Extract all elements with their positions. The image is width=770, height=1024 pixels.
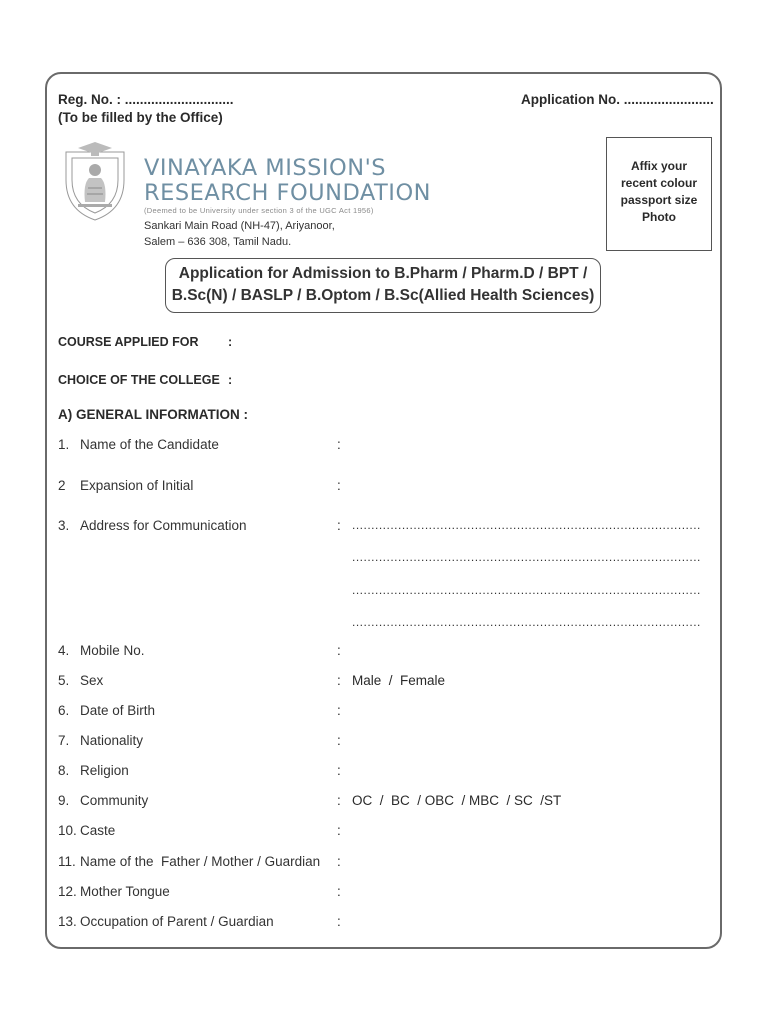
section-general-info: A) GENERAL INFORMATION : (58, 407, 248, 422)
address-line2: Salem – 636 308, Tamil Nadu. (144, 236, 292, 248)
field-name: 1. Name of the Candidate (58, 437, 219, 452)
institution-name-line1: VINAYAKA MISSION'S (144, 155, 387, 181)
institution-name-line2: RESEARCH FOUNDATION (144, 180, 431, 206)
address-line-1[interactable]: ........................................................................................... (352, 518, 701, 532)
field-community-colon: : (337, 793, 341, 808)
application-no-label: Application No. ........................ (521, 92, 714, 107)
field-sex-options[interactable]: Male / Female (352, 673, 446, 688)
photo-box (606, 137, 712, 251)
photo-box-line4: Photo (642, 210, 676, 224)
title-line1: Application for Admission to B.Pharm / Pharm.D / BPT / (178, 265, 588, 282)
field-address-colon: : (337, 518, 341, 533)
field-mother-tongue: 12. Mother Tongue (58, 884, 170, 899)
field-nationality-colon: : (337, 733, 341, 748)
choice-college-label: CHOICE OF THE COLLEGE (58, 373, 220, 387)
choice-college-colon: : (228, 373, 233, 387)
field-guardian-name-colon: : (337, 854, 341, 869)
field-dob: 6. Date of Birth (58, 703, 156, 718)
reg-no-label: Reg. No. : ............................. (58, 92, 234, 107)
address-line-3[interactable]: ........................................................................................... (352, 583, 701, 597)
title-line2: B.Sc(N) / BASLP / B.Optom / B.Sc(Allied Health Sciences) (171, 287, 595, 304)
field-expansion: 2 Expansion of Initial (58, 478, 194, 493)
address-line-4[interactable]: ........................................................................................... (352, 615, 701, 629)
field-occupation-colon: : (337, 914, 341, 929)
field-caste-colon: : (337, 823, 341, 838)
address-line1: Sankari Main Road (NH-47), Ariyanoor, (144, 220, 335, 232)
photo-box-line1: Affix your (630, 159, 687, 173)
field-occupation: 13. Occupation of Parent / Guardian (58, 914, 274, 929)
address-line-2[interactable]: ........................................................................................... (352, 550, 701, 564)
field-religion-colon: : (337, 763, 341, 778)
deemed-university-note: (Deemed to be University under section 3 of the UGC Act 1956) (144, 206, 374, 215)
photo-box-line2: recent colour (620, 176, 698, 190)
field-community: 9. Community (58, 793, 149, 808)
field-caste: 10. Caste (58, 823, 116, 838)
application-title (165, 258, 601, 313)
field-religion: 8. Religion (58, 763, 129, 778)
photo-box-line3: passport size (620, 193, 698, 207)
course-applied-colon: : (228, 335, 233, 349)
field-mother-tongue-colon: : (337, 884, 341, 899)
field-mobile-colon: : (337, 643, 341, 658)
field-guardian-name: 11. Name of the Father / Mother / Guardian (58, 854, 321, 869)
field-community-options[interactable]: OC / BC / OBC / MBC / SC /ST (352, 793, 562, 808)
course-applied-label: COURSE APPLIED FOR (58, 335, 199, 349)
field-nationality: 7. Nationality (58, 733, 144, 748)
field-dob-colon: : (337, 703, 341, 718)
field-mobile: 4. Mobile No. (58, 643, 145, 658)
field-sex: 5. Sex (58, 673, 104, 688)
field-sex-colon: : (337, 673, 341, 688)
field-expansion-colon: : (337, 478, 341, 493)
university-logo-icon (58, 140, 132, 224)
field-name-colon: : (337, 437, 341, 452)
field-address: 3. Address for Communication (58, 518, 247, 533)
reg-no-note: (To be filled by the Office) (58, 110, 223, 125)
